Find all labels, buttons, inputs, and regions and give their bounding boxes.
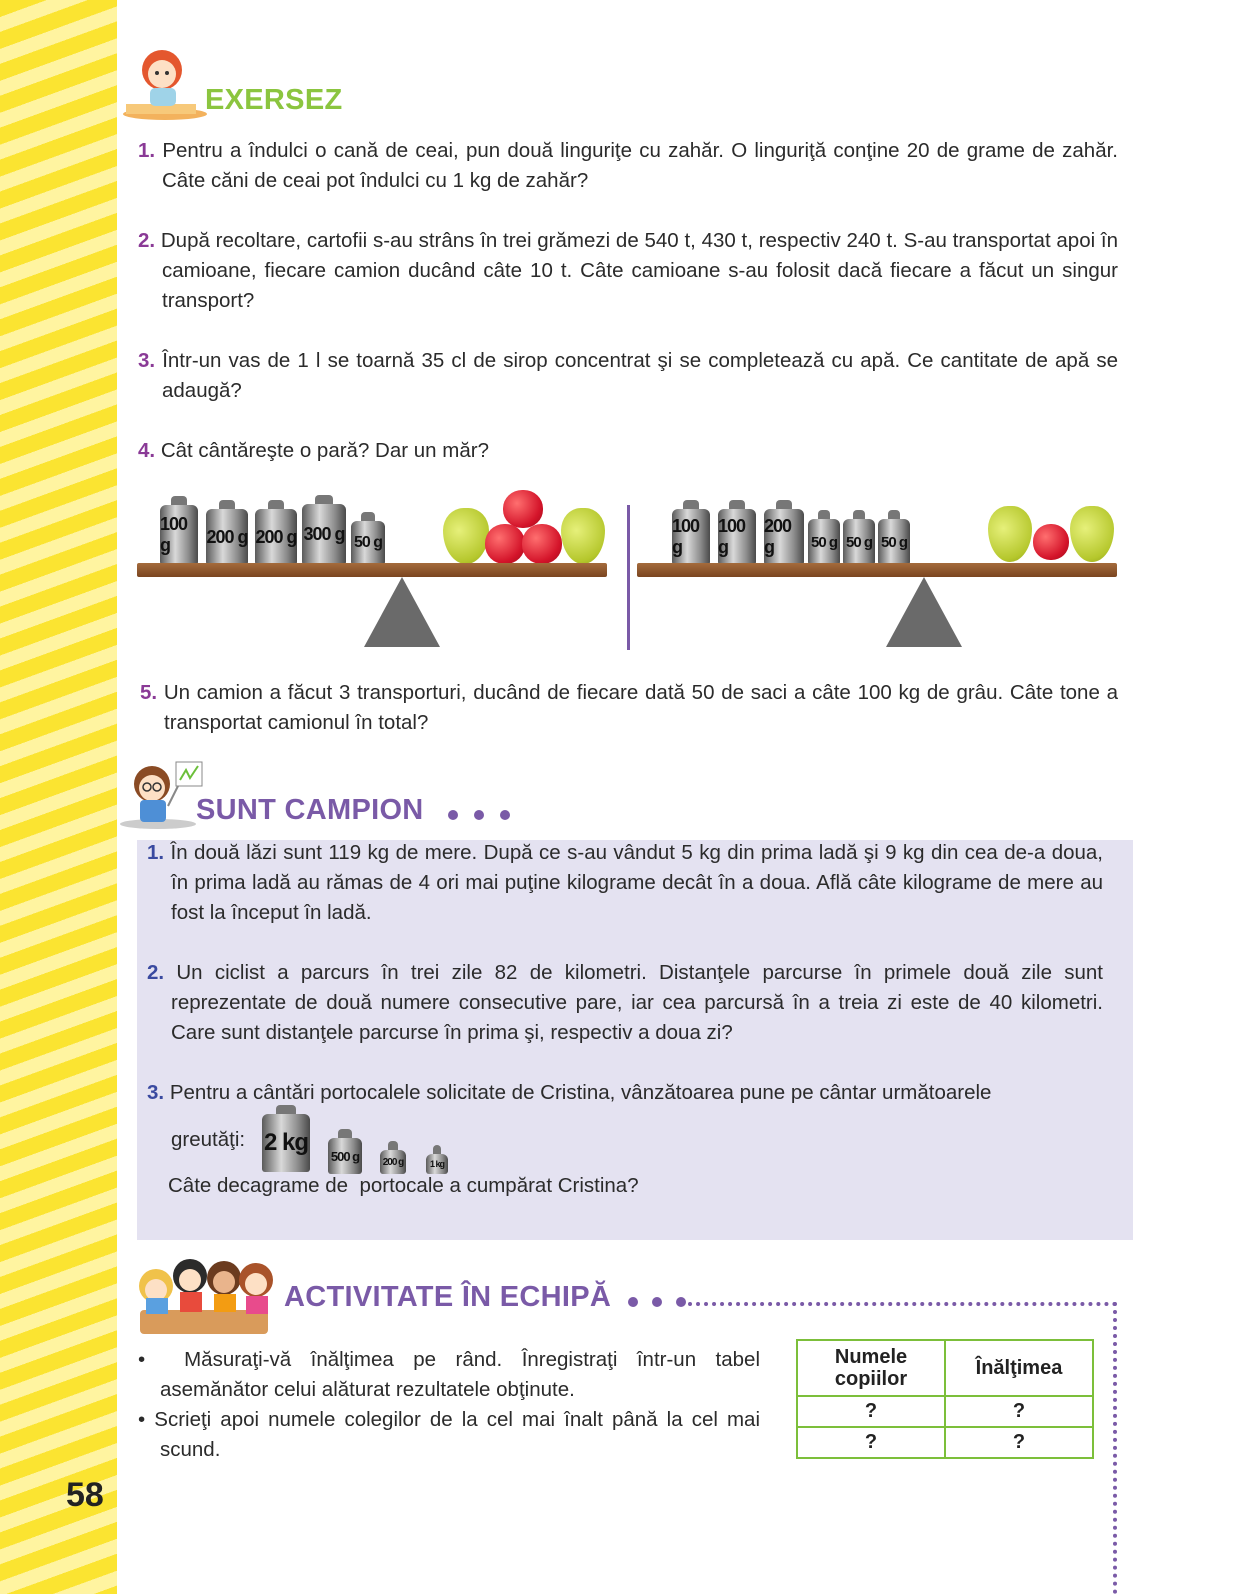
exercise-text: Cât cântăreşte o pară? Dar un măr? <box>160 439 489 462</box>
weight-icon: 50 g <box>843 519 875 565</box>
weight-icon: 300 g <box>302 504 346 565</box>
table-cell: ? <box>945 1427 1093 1458</box>
pear-icon <box>1070 506 1114 562</box>
apple-icon <box>503 490 543 528</box>
weight-icon: 2 kg <box>262 1114 310 1172</box>
table-cell: ? <box>797 1396 945 1427</box>
greutati-label: greutăţi: <box>171 1128 246 1151</box>
echipa-title <box>284 1281 686 1315</box>
list-item: • Măsuraţi-vă înălţimea pe rând. Înregistraţi într-un tabel asemănător celui alăturat rezultatele obţinute. <box>138 1348 761 1401</box>
weight-icon: 200 g <box>380 1150 406 1174</box>
apple-icon <box>1033 524 1069 560</box>
echipa-title-text: ACTIVITATE ÎN ECHIPĂ <box>284 1281 612 1313</box>
title-dots <box>614 1282 686 1315</box>
list-item-text: Scrieţi apoi numele colegilor de la cel mai înalt până la cel mai scund. <box>154 1408 761 1461</box>
decorative-stripe <box>0 0 117 1594</box>
table-header: Înălţimea <box>945 1340 1093 1396</box>
exersez-title: EXERSEZ <box>205 84 343 116</box>
weight-icon: 100 g <box>160 505 198 565</box>
scale-plank <box>637 563 1117 577</box>
exercise-4 <box>138 436 1118 466</box>
title-dots <box>432 795 510 828</box>
scale-fulcrum <box>886 577 962 647</box>
weight-icon: 200 g <box>206 509 248 565</box>
weight-icon: 500 g <box>328 1138 362 1174</box>
problem-text: Pentru a cântări portocalele solicitate de Cristina, vânzătoarea pune pe cântar următoarele <box>169 1081 992 1104</box>
table-row <box>797 1427 1093 1458</box>
exercise-text: Într-un vas de 1 l se toarnă 35 cl de sirop concentrat şi se completează cu apă. Ce cantitate de apă se adaugă? <box>162 349 1118 402</box>
exercise-number: 3. <box>138 349 156 372</box>
scale-plank <box>137 563 607 577</box>
apple-icon <box>485 524 525 564</box>
problem-number: 3. <box>147 1081 165 1104</box>
campion-title <box>196 794 510 828</box>
campion-problem-1 <box>147 838 1103 928</box>
problem-text: Un ciclist a parcurs în trei zile 82 de kilometri. Distanţele parcurse în primele două zile sunt reprezentate de două numere consecutive pare, iar cea parcursă în a treia zi este de 40 kilometri. Care sunt distanţele parcurse în prima şi, respectiv a doua zi? <box>171 961 1103 1044</box>
kids-group-icon <box>128 1248 288 1338</box>
exercise-number: 2. <box>138 229 156 252</box>
table-cell: ? <box>797 1427 945 1458</box>
scale-fulcrum <box>364 577 440 647</box>
pear-icon <box>443 508 489 564</box>
pear-icon <box>988 506 1032 562</box>
weight-icon: 50 g <box>351 521 385 565</box>
girl-writing-icon <box>120 44 210 122</box>
table-row <box>797 1396 1093 1427</box>
exercise-number: 1. <box>138 139 156 162</box>
table-header: Numele copiilor <box>797 1340 945 1396</box>
table-header-row <box>797 1340 1093 1396</box>
exercise-2 <box>138 226 1118 316</box>
heights-table <box>796 1339 1094 1459</box>
weight-icon: 200 g <box>764 509 804 565</box>
weight-icon: 100 g <box>718 509 756 565</box>
table-cell: ? <box>945 1396 1093 1427</box>
problem-number: 2. <box>147 961 165 984</box>
exercise-1 <box>138 136 1118 196</box>
exercise-text: După recoltare, cartofii s-au strâns în trei grămezi de 540 t, 430 t, respectiv 240 t. S-au transportat apoi în camioane, fiecare camion ducând câte 10 t. Câte camioane s-au folosit dacă fiecare a făcut un singur transport? <box>160 229 1119 312</box>
campion-problem-2 <box>147 958 1103 1048</box>
exercise-number: 5. <box>140 681 158 704</box>
weight-icon: 50 g <box>878 519 910 565</box>
list-item-text: Măsuraţi-vă înălţimea pe rând. Înregistraţi într-un tabel asemănător celui alăturat rezultatele obţinute. <box>160 1348 761 1401</box>
divider-line <box>627 505 630 650</box>
weight-icon: 200 g <box>255 509 297 565</box>
team-instructions <box>138 1345 760 1465</box>
dotted-border-right <box>1113 1302 1117 1594</box>
exercise-5 <box>140 678 1118 738</box>
campion-question: Câte decagrame de portocale a cumpărat Cristina? <box>168 1174 639 1197</box>
exercise-3 <box>138 346 1118 406</box>
problem-text: În două lăzi sunt 119 kg de mere. După ce s-au vândut 5 kg din prima ladă şi 9 kg din cea de-a doua, în prima ladă au rămas de 4 ori mai puţine kilograme decât în a doua. Află câte kilograme de mere au fost la început în ladă. <box>170 841 1103 924</box>
page-number: 58 <box>66 1476 104 1514</box>
list-item: • Scrieţi apoi numele colegilor de la cel mai înalt până la cel mai scund. <box>138 1408 761 1461</box>
exercise-text: Un camion a făcut 3 transporturi, ducând de fiecare dată 50 de saci a câte 100 kg de grâu. Câte tone a transportat camionul în total? <box>163 681 1118 734</box>
dotted-border-top <box>680 1302 1117 1306</box>
campion-title-text: SUNT CAMPION <box>196 794 424 826</box>
weight-icon: 100 g <box>672 509 710 565</box>
campion-problem-3 <box>147 1078 1103 1108</box>
problem-number: 1. <box>147 841 165 864</box>
weight-icon: 50 g <box>808 519 840 565</box>
pear-icon <box>561 508 605 564</box>
weight-icon: 1 kg <box>426 1154 448 1174</box>
exercise-number: 4. <box>138 439 156 462</box>
apple-icon <box>522 524 562 564</box>
exercise-text: Pentru a îndulci o cană de ceai, pun două linguriţe cu zahăr. O linguriţă conţine 20 de grame de zahăr. Câte căni de ceai pot îndulci cu 1 kg de zahăr? <box>162 139 1118 192</box>
